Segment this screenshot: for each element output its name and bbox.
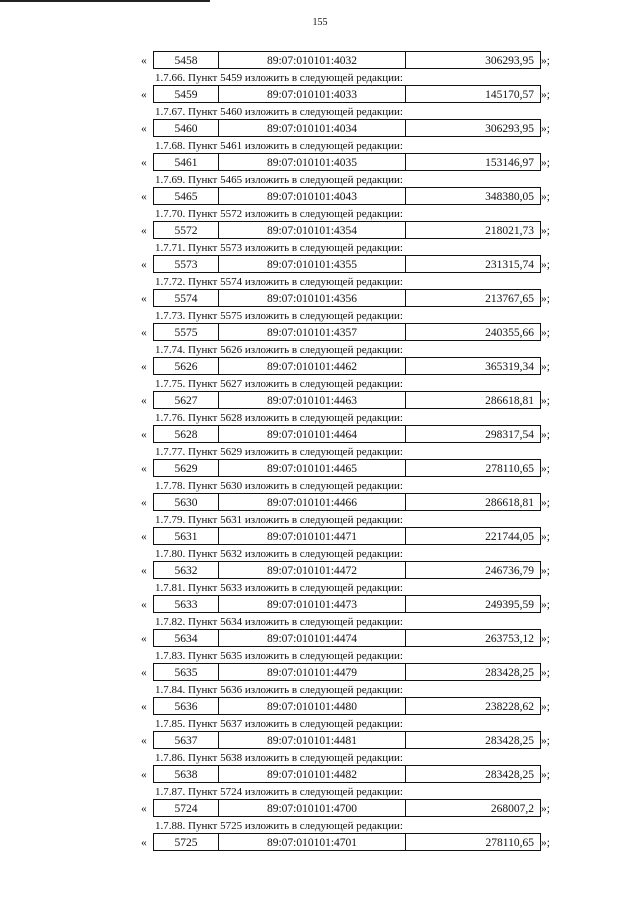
table-row	[141, 220, 561, 242]
table-row	[141, 84, 561, 106]
item-number-cell: 5458	[154, 52, 219, 68]
amendment-note: 1.7.79. Пункт 5631 изложить в следующей редакции:	[155, 514, 403, 526]
cadastral-number-cell: 89:07:010101:4033	[219, 86, 406, 102]
item-number-cell: 5572	[154, 222, 219, 238]
table-row	[141, 764, 561, 786]
table-row	[141, 730, 561, 752]
cadastral-number-cell: 89:07:010101:4356	[219, 290, 406, 306]
opening-quote: «	[141, 531, 147, 543]
closing-quote: »;	[541, 429, 550, 441]
closing-quote: »;	[541, 803, 550, 815]
item-number-cell: 5633	[154, 596, 219, 612]
opening-quote: «	[141, 599, 147, 611]
item-number-cell: 5465	[154, 188, 219, 204]
page-number: 155	[312, 17, 328, 28]
item-number-cell: 5632	[154, 562, 219, 578]
item-number-cell: 5724	[154, 800, 219, 816]
cadastral-number-cell: 89:07:010101:4462	[219, 358, 406, 374]
value-cell: 365319,34	[485, 361, 534, 373]
table-row	[141, 424, 561, 446]
cadastral-number-cell: 89:07:010101:4463	[219, 392, 406, 408]
closing-quote: »;	[541, 55, 550, 67]
opening-quote: «	[141, 55, 147, 67]
value-cell: 283428,25	[485, 735, 534, 747]
item-number-cell: 5459	[154, 86, 219, 102]
cadastral-number-cell: 89:07:010101:4043	[219, 188, 406, 204]
cadastral-number-cell: 89:07:010101:4471	[219, 528, 406, 544]
opening-quote: «	[141, 259, 147, 271]
opening-quote: «	[141, 497, 147, 509]
row-table	[153, 51, 541, 69]
item-number-cell: 5629	[154, 460, 219, 476]
amendment-note: 1.7.84. Пункт 5636 изложить в следующей редакции:	[155, 684, 403, 696]
row-table	[153, 663, 541, 681]
value-cell: 231315,74	[485, 259, 534, 271]
opening-quote: «	[141, 429, 147, 441]
amendment-note: 1.7.86. Пункт 5638 изложить в следующей редакции:	[155, 752, 403, 764]
amendment-note: 1.7.67. Пункт 5460 изложить в следующей редакции:	[155, 106, 403, 118]
table-row	[141, 662, 561, 684]
item-number-cell: 5634	[154, 630, 219, 646]
item-number-cell: 5626	[154, 358, 219, 374]
row-table	[153, 221, 541, 239]
value-cell: 278110,65	[485, 837, 534, 849]
row-table	[153, 153, 541, 171]
closing-quote: »;	[541, 565, 550, 577]
table-row	[141, 356, 561, 378]
top-rule	[0, 0, 210, 2]
opening-quote: «	[141, 463, 147, 475]
opening-quote: «	[141, 293, 147, 305]
closing-quote: »;	[541, 701, 550, 713]
amendment-list	[141, 50, 561, 854]
item-number-cell: 5627	[154, 392, 219, 408]
opening-quote: «	[141, 565, 147, 577]
closing-quote: »;	[541, 191, 550, 203]
cadastral-number-cell: 89:07:010101:4701	[219, 834, 406, 850]
amendment-note: 1.7.73. Пункт 5575 изложить в следующей редакции:	[155, 310, 403, 322]
value-cell: 153146,97	[485, 157, 534, 169]
opening-quote: «	[141, 361, 147, 373]
value-cell: 240355,66	[485, 327, 534, 339]
cadastral-number-cell: 89:07:010101:4700	[219, 800, 406, 816]
row-table	[153, 391, 541, 409]
row-table	[153, 765, 541, 783]
cadastral-number-cell: 89:07:010101:4472	[219, 562, 406, 578]
cadastral-number-cell: 89:07:010101:4354	[219, 222, 406, 238]
opening-quote: «	[141, 327, 147, 339]
amendment-note: 1.7.68. Пункт 5461 изложить в следующей редакции:	[155, 140, 403, 152]
value-cell: 298317,54	[485, 429, 534, 441]
row-table	[153, 731, 541, 749]
cadastral-number-cell: 89:07:010101:4035	[219, 154, 406, 170]
cadastral-number-cell: 89:07:010101:4034	[219, 120, 406, 136]
cadastral-number-cell: 89:07:010101:4480	[219, 698, 406, 714]
cadastral-number-cell: 89:07:010101:4355	[219, 256, 406, 272]
value-cell: 306293,95	[485, 123, 534, 135]
amendment-note: 1.7.70. Пункт 5572 изложить в следующей редакции:	[155, 208, 403, 220]
opening-quote: «	[141, 837, 147, 849]
value-cell: 348380,05	[485, 191, 534, 203]
table-row	[141, 458, 561, 480]
opening-quote: «	[141, 735, 147, 747]
opening-quote: «	[141, 701, 147, 713]
amendment-note: 1.7.83. Пункт 5635 изложить в следующей редакции:	[155, 650, 403, 662]
amendment-note: 1.7.77. Пункт 5629 изложить в следующей редакции:	[155, 446, 403, 458]
closing-quote: »;	[541, 361, 550, 373]
row-table	[153, 85, 541, 103]
opening-quote: «	[141, 89, 147, 101]
closing-quote: »;	[541, 667, 550, 679]
row-table	[153, 255, 541, 273]
opening-quote: «	[141, 803, 147, 815]
row-table	[153, 119, 541, 137]
item-number-cell: 5725	[154, 834, 219, 850]
opening-quote: «	[141, 667, 147, 679]
table-row	[141, 526, 561, 548]
amendment-note: 1.7.85. Пункт 5637 изложить в следующей редакции:	[155, 718, 403, 730]
cadastral-number-cell: 89:07:010101:4465	[219, 460, 406, 476]
closing-quote: »;	[541, 633, 550, 645]
opening-quote: «	[141, 225, 147, 237]
row-table	[153, 799, 541, 817]
cadastral-number-cell: 89:07:010101:4473	[219, 596, 406, 612]
amendment-note: 1.7.69. Пункт 5465 изложить в следующей редакции:	[155, 174, 403, 186]
table-row	[141, 288, 561, 310]
value-cell: 306293,95	[485, 55, 534, 67]
cadastral-number-cell: 89:07:010101:4466	[219, 494, 406, 510]
value-cell: 218021,73	[485, 225, 534, 237]
table-row	[141, 492, 561, 514]
item-number-cell: 5631	[154, 528, 219, 544]
value-cell: 221744,05	[485, 531, 534, 543]
opening-quote: «	[141, 633, 147, 645]
item-number-cell: 5574	[154, 290, 219, 306]
amendment-note: 1.7.87. Пункт 5724 изложить в следующей редакции:	[155, 786, 403, 798]
row-table	[153, 527, 541, 545]
item-number-cell: 5461	[154, 154, 219, 170]
amendment-note: 1.7.66. Пункт 5459 изложить в следующей редакции:	[155, 72, 403, 84]
closing-quote: »;	[541, 123, 550, 135]
item-number-cell: 5628	[154, 426, 219, 442]
amendment-note: 1.7.72. Пункт 5574 изложить в следующей редакции:	[155, 276, 403, 288]
value-cell: 268007,2	[490, 803, 534, 815]
table-row	[141, 50, 561, 72]
opening-quote: «	[141, 395, 147, 407]
closing-quote: »;	[541, 497, 550, 509]
row-table	[153, 493, 541, 511]
value-cell: 286618,81	[485, 497, 534, 509]
table-row	[141, 594, 561, 616]
value-cell: 238228,62	[485, 701, 534, 713]
item-number-cell: 5636	[154, 698, 219, 714]
closing-quote: »;	[541, 225, 550, 237]
opening-quote: «	[141, 157, 147, 169]
closing-quote: »;	[541, 531, 550, 543]
table-row	[141, 322, 561, 344]
value-cell: 286618,81	[485, 395, 534, 407]
row-table	[153, 697, 541, 715]
table-row	[141, 628, 561, 650]
table-row	[141, 798, 561, 820]
cadastral-number-cell: 89:07:010101:4479	[219, 664, 406, 680]
closing-quote: »;	[541, 327, 550, 339]
cadastral-number-cell: 89:07:010101:4474	[219, 630, 406, 646]
table-row	[141, 118, 561, 140]
row-table	[153, 595, 541, 613]
cadastral-number-cell: 89:07:010101:4464	[219, 426, 406, 442]
value-cell: 283428,25	[485, 769, 534, 781]
table-row	[141, 254, 561, 276]
value-cell: 278110,65	[485, 463, 534, 475]
table-row	[141, 390, 561, 412]
value-cell: 283428,25	[485, 667, 534, 679]
amendment-note: 1.7.81. Пункт 5633 изложить в следующей редакции:	[155, 582, 403, 594]
cadastral-number-cell: 89:07:010101:4032	[219, 52, 406, 68]
value-cell: 145170,57	[485, 89, 534, 101]
amendment-note: 1.7.75. Пункт 5627 изложить в следующей редакции:	[155, 378, 403, 390]
row-table	[153, 459, 541, 477]
closing-quote: »;	[541, 157, 550, 169]
amendment-note: 1.7.88. Пункт 5725 изложить в следующей редакции:	[155, 820, 403, 832]
row-table	[153, 833, 541, 851]
amendment-note: 1.7.74. Пункт 5626 изложить в следующей редакции:	[155, 344, 403, 356]
item-number-cell: 5638	[154, 766, 219, 782]
closing-quote: »;	[541, 837, 550, 849]
item-number-cell: 5575	[154, 324, 219, 340]
value-cell: 213767,65	[485, 293, 534, 305]
table-row	[141, 560, 561, 582]
cadastral-number-cell: 89:07:010101:4357	[219, 324, 406, 340]
item-number-cell: 5460	[154, 120, 219, 136]
row-table	[153, 425, 541, 443]
value-cell: 263753,12	[485, 633, 534, 645]
closing-quote: »;	[541, 89, 550, 101]
closing-quote: »;	[541, 599, 550, 611]
row-table	[153, 187, 541, 205]
row-table	[153, 561, 541, 579]
cadastral-number-cell: 89:07:010101:4481	[219, 732, 406, 748]
closing-quote: »;	[541, 293, 550, 305]
table-row	[141, 696, 561, 718]
table-row	[141, 152, 561, 174]
opening-quote: «	[141, 769, 147, 781]
table-row	[141, 832, 561, 854]
table-row	[141, 186, 561, 208]
closing-quote: »;	[541, 259, 550, 271]
cadastral-number-cell: 89:07:010101:4482	[219, 766, 406, 782]
row-table	[153, 289, 541, 307]
opening-quote: «	[141, 123, 147, 135]
item-number-cell: 5637	[154, 732, 219, 748]
row-table	[153, 357, 541, 375]
amendment-note: 1.7.80. Пункт 5632 изложить в следующей редакции:	[155, 548, 403, 560]
row-table	[153, 323, 541, 341]
value-cell: 246736,79	[485, 565, 534, 577]
amendment-note: 1.7.82. Пункт 5634 изложить в следующей редакции:	[155, 616, 403, 628]
amendment-note: 1.7.71. Пункт 5573 изложить в следующей редакции:	[155, 242, 403, 254]
closing-quote: »;	[541, 395, 550, 407]
row-table	[153, 629, 541, 647]
item-number-cell: 5635	[154, 664, 219, 680]
closing-quote: »;	[541, 463, 550, 475]
closing-quote: »;	[541, 735, 550, 747]
closing-quote: »;	[541, 769, 550, 781]
item-number-cell: 5573	[154, 256, 219, 272]
opening-quote: «	[141, 191, 147, 203]
value-cell: 249395,59	[485, 599, 534, 611]
item-number-cell: 5630	[154, 494, 219, 510]
amendment-note: 1.7.76. Пункт 5628 изложить в следующей редакции:	[155, 412, 403, 424]
amendment-note: 1.7.78. Пункт 5630 изложить в следующей редакции:	[155, 480, 403, 492]
